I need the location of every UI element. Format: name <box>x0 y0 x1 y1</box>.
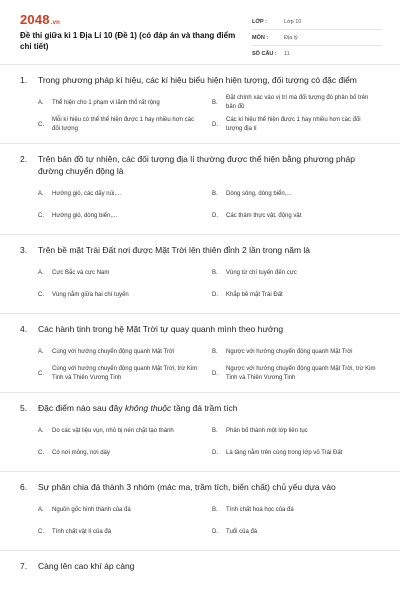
answer-option-c[interactable] <box>38 521 210 543</box>
answer-option-a[interactable] <box>38 420 210 442</box>
question-number: 7. <box>20 561 28 571</box>
question-body: Trên bản đồ tự nhiên, các đối tượng địa lí thường được thể hiện bằng phương pháp đường chuyển động là <box>38 154 355 176</box>
question-item <box>0 550 400 572</box>
option-text: Nguồn gốc hình thành của đá <box>52 506 131 513</box>
option-text: Là tầng nằm trên cùng trong lớp vỏ Trái Đất <box>226 449 343 456</box>
option-text: Các thảm thực vật, động vật <box>226 212 302 219</box>
option-text: Tuổi của đá <box>226 528 258 535</box>
question-body: Sự phân chia đá thành 3 nhóm (mác ma, trầm tích, biến chất) chủ yếu dựa vào <box>38 482 336 492</box>
meta-label: MÔN : <box>252 34 269 41</box>
option-text: Cực Bắc và cực Nam <box>52 269 110 276</box>
option-text: Cùng với hướng chuyển động quanh Mặt Trời <box>52 348 175 355</box>
meta-value: 11 <box>284 51 290 57</box>
option-text: Đặt chính xác vào vị trí mà đối tượng đó phân bố trên bản đồ <box>226 95 369 110</box>
meta-value: Địa lý <box>284 34 298 41</box>
question-number: 6. <box>20 482 28 492</box>
meta-label: SỐ CÂU : <box>252 51 277 57</box>
option-letter: C. <box>38 449 44 456</box>
answer-options <box>20 414 380 471</box>
question-item <box>0 64 400 143</box>
answer-option-a[interactable] <box>38 262 210 284</box>
answer-option-b[interactable] <box>212 183 384 205</box>
answer-option-d[interactable] <box>212 442 384 464</box>
answer-option-a[interactable] <box>38 183 210 205</box>
answer-options <box>20 493 380 550</box>
question-body: Các hành tinh trong hệ Mặt Trời tự quay quanh mình theo hướng <box>38 324 284 334</box>
option-letter: B. <box>212 506 218 513</box>
option-text: Ngược với hướng chuyển động quanh Mặt Trời, trừ Kim Tinh và Thiên Vương Tinh <box>226 366 376 381</box>
logo-text: 2048 <box>20 12 50 27</box>
question-text <box>20 235 380 256</box>
question-text <box>20 144 380 177</box>
option-letter: B. <box>212 99 218 106</box>
option-letter: A. <box>38 348 44 355</box>
option-text: Hướng gió, các dãy núi,... <box>52 190 121 197</box>
answer-option-b[interactable] <box>212 341 384 363</box>
question-item <box>0 234 400 313</box>
answer-options <box>20 256 380 313</box>
option-letter: D. <box>212 291 218 298</box>
option-letter: D. <box>212 212 218 219</box>
option-letter: C. <box>38 121 44 128</box>
option-text: Vùng từ chí tuyến đến cực <box>226 269 297 276</box>
option-text: Tính chất vật lí của đá <box>52 528 112 535</box>
question-number: 3. <box>20 245 28 255</box>
meta-value: Lớp 10 <box>284 18 302 25</box>
option-letter: B. <box>212 348 218 355</box>
question-body: Trên bề mặt Trái Đất nơi được Mặt Trời lên thiên đỉnh 2 lần trong năm là <box>38 245 311 255</box>
meta-row-class <box>252 14 382 30</box>
answer-option-a[interactable] <box>38 341 210 363</box>
question-item <box>0 313 400 392</box>
answer-options <box>20 335 380 392</box>
option-text: Khắp bề mặt Trái Đất <box>226 291 283 298</box>
answer-option-d[interactable] <box>212 114 384 136</box>
question-number: 1. <box>20 75 28 85</box>
question-body-part: tầng đá trầm tích <box>171 403 238 413</box>
option-letter: C. <box>38 528 44 535</box>
answer-option-a[interactable] <box>38 92 210 114</box>
option-letter: D. <box>212 449 218 456</box>
option-letter: A. <box>38 427 44 434</box>
document-meta <box>252 14 382 62</box>
question-text <box>20 314 380 335</box>
logo-suffix: .vn <box>50 20 61 26</box>
option-letter: B. <box>212 269 218 276</box>
option-text: Hướng gió, dòng biển,... <box>52 212 117 219</box>
option-letter: C. <box>38 291 44 298</box>
option-letter: D. <box>212 370 218 377</box>
question-text <box>20 65 380 86</box>
question-number: 4. <box>20 324 28 334</box>
question-item <box>0 471 400 550</box>
answer-option-b[interactable] <box>212 420 384 442</box>
option-letter: B. <box>212 427 218 434</box>
answer-option-c[interactable] <box>38 284 210 306</box>
option-text: Do các vật liệu vụn, nhỏ bị nén chặt tạo thành <box>52 427 174 434</box>
question-emphasis: không thuộc <box>124 403 172 413</box>
answer-option-b[interactable] <box>212 92 384 114</box>
option-letter: A. <box>38 99 44 106</box>
answer-option-d[interactable] <box>212 284 384 306</box>
answer-options <box>20 86 380 143</box>
option-text: Mỗi kí hiệu có thể thể hiện được 1 hay nhiều hơn các đối tượng <box>52 117 194 132</box>
question-number: 2. <box>20 154 28 164</box>
document-header <box>0 0 400 64</box>
question-body: Càng lên cao khí áp càng <box>38 561 135 571</box>
answer-option-a[interactable] <box>38 499 210 521</box>
option-text: Phân bố thành một lớp liên tục <box>226 427 308 434</box>
meta-row-subject <box>252 30 382 46</box>
option-text: Dòng sông, dòng biển,... <box>226 190 292 197</box>
answer-option-c[interactable] <box>38 363 210 385</box>
option-letter: A. <box>38 269 44 276</box>
option-letter: A. <box>38 190 44 197</box>
answer-option-b[interactable] <box>212 262 384 284</box>
site-logo[interactable] <box>20 12 60 27</box>
option-letter: C. <box>38 212 44 219</box>
meta-row-count <box>252 46 382 62</box>
answer-option-d[interactable] <box>212 521 384 543</box>
question-number: 5. <box>20 403 28 413</box>
question-text <box>20 472 380 493</box>
question-text <box>20 393 380 414</box>
option-text: Có nơi mỏng, nơi dày <box>52 449 110 456</box>
answer-option-d[interactable] <box>212 363 384 385</box>
option-text: Ngược với hướng chuyển động quanh Mặt Trời <box>226 348 353 355</box>
answer-option-d[interactable] <box>212 205 384 227</box>
question-body: Trong phương pháp kí hiệu, các kí hiệu biểu hiện hiện tượng, đối tượng có đặc điểm <box>38 75 357 85</box>
answer-option-c[interactable] <box>38 114 210 136</box>
answer-options <box>20 177 380 234</box>
option-letter: D. <box>212 121 218 128</box>
question-body <box>38 402 380 414</box>
question-body-part: Đặc điểm nào sau đây <box>38 403 125 413</box>
answer-option-c[interactable] <box>38 442 210 464</box>
question-list <box>0 64 400 572</box>
answer-option-c[interactable] <box>38 205 210 227</box>
question-item <box>0 392 400 471</box>
question-item <box>0 143 400 234</box>
option-text: Vùng nằm giữa hai chí tuyến <box>52 291 129 298</box>
question-text <box>20 551 380 572</box>
option-text: Tính chất hoá học của đá <box>226 506 294 513</box>
option-letter: C. <box>38 370 44 377</box>
option-letter: D. <box>212 528 218 535</box>
meta-label: LỚP : <box>252 18 267 25</box>
option-text: Cùng với hướng chuyển động quanh Mặt Trời, trừ Kim Tinh và Thiên Vương Tinh <box>52 366 198 381</box>
option-letter: B. <box>212 190 218 197</box>
document-title: Đề thi giữa kì 1 Địa Lí 10 (Đề 1) (có đáp án và thang điểm chi tiết) <box>20 31 236 51</box>
answer-option-b[interactable] <box>212 499 384 521</box>
option-letter: A. <box>38 506 44 513</box>
option-text: Thể hiện cho 1 phạm vi lãnh thổ rất rộng <box>52 99 160 106</box>
option-text: Các kí hiệu thể hiện được 1 hay nhiều hơn các đối tượng địa lí <box>226 117 361 132</box>
